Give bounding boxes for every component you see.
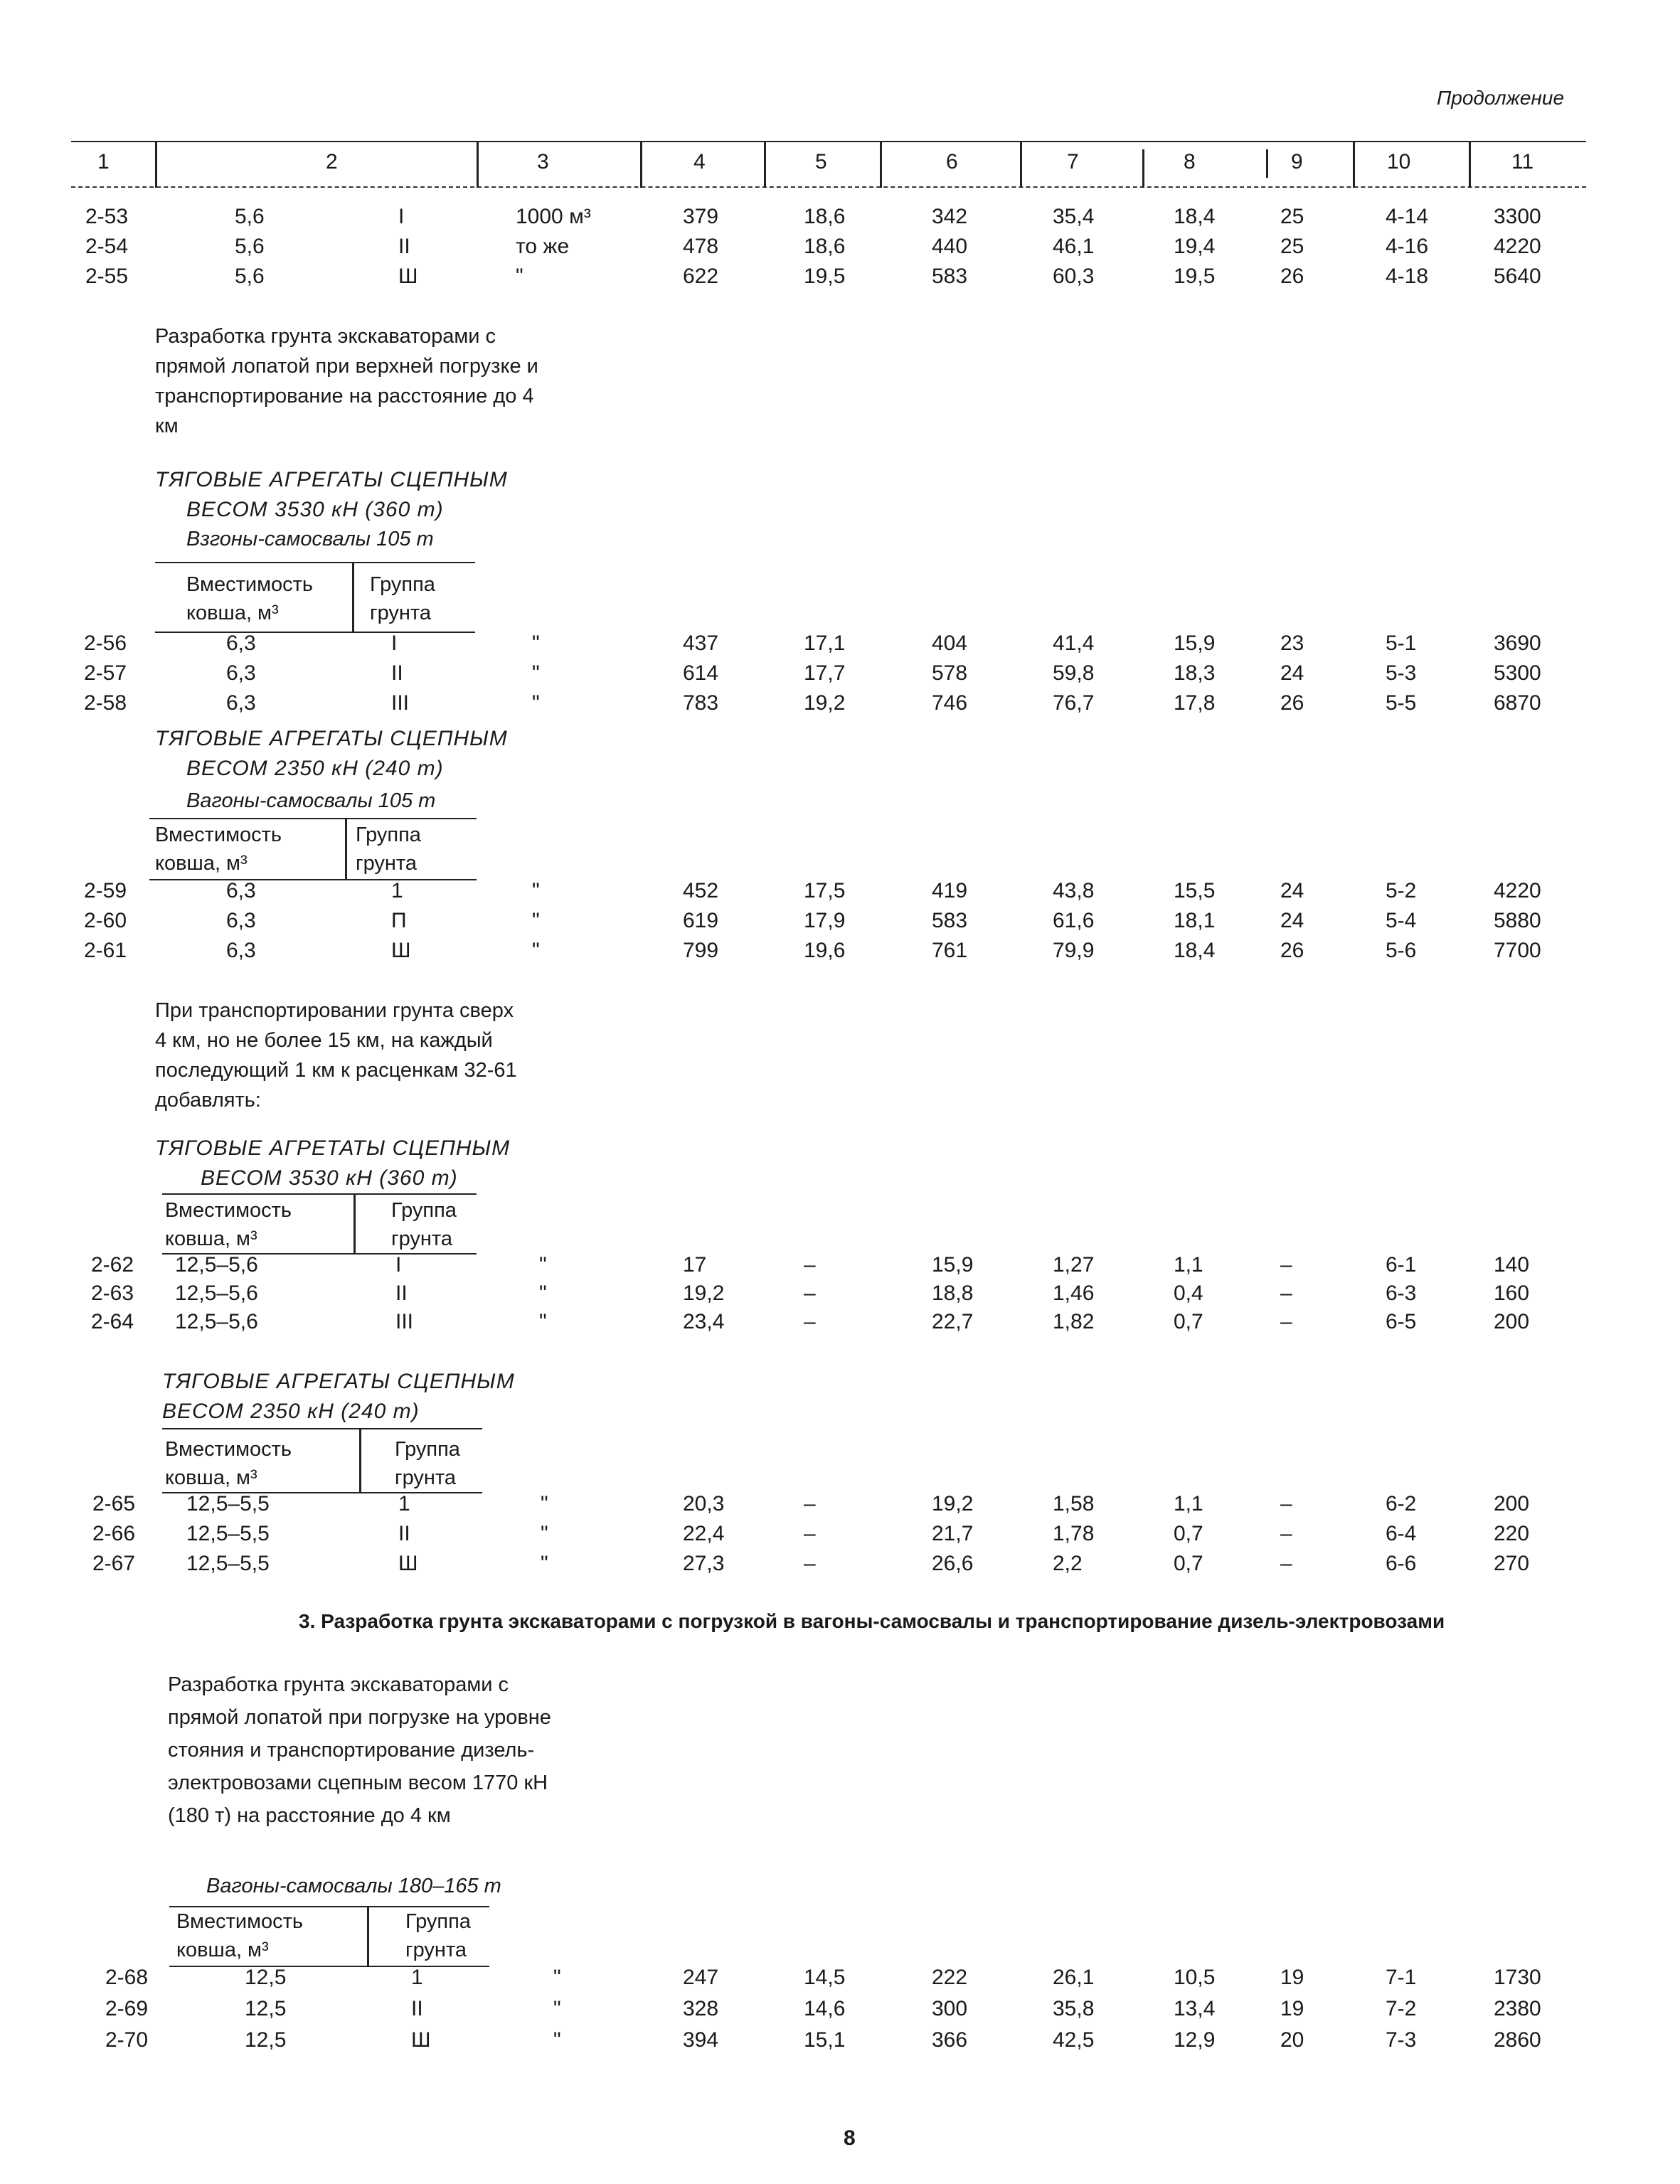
col-header: 3	[537, 150, 549, 174]
cell-c5: –	[804, 1492, 816, 1516]
cell-group: I	[391, 632, 398, 655]
cell-c6: 342	[932, 205, 968, 228]
cell-unit: "	[532, 909, 540, 932]
cell-c4: 328	[683, 1997, 719, 2020]
cell-cap: 12,5	[245, 2028, 287, 2052]
cell-c11: 200	[1494, 1492, 1530, 1516]
cell-c11: 160	[1494, 1282, 1530, 1305]
cell-c6: 583	[932, 265, 968, 288]
sub-header-capacity: Вместимость ковша, м³	[155, 824, 282, 875]
cell-c10: 5-6	[1386, 939, 1417, 962]
sub-header-capacity: Вместимость ковша, м³	[165, 1199, 292, 1250]
description-extra-distance: При транспортировании грунта сверх 4 км, но не более 15 км, на каждый последующий 1 км к расценкам 32-61 добавлять:	[155, 999, 517, 1112]
cell-code: 2-57	[84, 661, 127, 685]
cell-group: II	[395, 1282, 408, 1305]
cell-c10: 4-18	[1386, 265, 1429, 288]
sub-header-rule	[169, 1966, 489, 1967]
cell-c11: 3690	[1494, 632, 1541, 655]
header-divider	[1469, 141, 1471, 188]
page-number: 8	[844, 2126, 856, 2150]
cell-unit: "	[553, 2028, 561, 2052]
cell-c4: 783	[683, 691, 719, 715]
cell-c10: 4-16	[1386, 235, 1429, 258]
sub-header-rule	[155, 562, 475, 563]
cell-c6: 578	[932, 661, 968, 685]
cell-c7: 59,8	[1053, 661, 1095, 685]
cell-c9: –	[1280, 1522, 1292, 1545]
sub-header-group: Группа грунта	[391, 1199, 457, 1250]
cell-unit: "	[532, 939, 540, 962]
cell-c9: 25	[1280, 235, 1304, 258]
block-b-title: ТЯГОВЫЕ АГРЕГАТЫ СЦЕПНЫМ	[155, 468, 508, 491]
cell-c5: 19,6	[804, 939, 846, 962]
cell-c9: 26	[1280, 265, 1304, 288]
cell-c11: 4220	[1494, 235, 1541, 258]
section-3-title: 3. Разработка грунта экскаваторами с погрузкой в вагоны-самосвалы и транспортирование дизель-электровозами	[299, 1610, 1445, 1632]
cell-code: 2-67	[92, 1552, 136, 1575]
cell-c5: –	[804, 1282, 816, 1305]
col-header: 7	[1067, 150, 1079, 174]
cell-c10: 6-3	[1386, 1282, 1417, 1305]
cell-cap: 6,3	[226, 661, 256, 685]
cell-c9: 19	[1280, 1997, 1304, 2020]
cell-c11: 200	[1494, 1310, 1530, 1333]
block-b-title: ВЕСОМ 3530 кН (360 т)	[186, 498, 444, 521]
cell-group: П	[391, 909, 407, 932]
cell-cap: 6,3	[226, 939, 256, 962]
cell-c6: 15,9	[932, 1253, 974, 1277]
cell-c5: 17,1	[804, 632, 846, 655]
cell-unit: "	[541, 1522, 548, 1545]
header-divider	[155, 141, 157, 188]
cell-c8: 18,4	[1174, 205, 1216, 228]
cell-unit: "	[539, 1310, 547, 1333]
cell-c7: 1,58	[1053, 1492, 1095, 1516]
cell-group: II	[398, 235, 410, 258]
block-e-title: ВЕСОМ 2350 кН (240 т)	[162, 1400, 420, 1423]
cell-c4: 247	[683, 1966, 719, 1989]
continuation-label: Продолжение	[1437, 87, 1565, 109]
block-d-title: ТЯГОВЫЕ АГРЕТАТЫ СЦЕПНЫМ	[155, 1136, 511, 1160]
cell-c5: –	[804, 1552, 816, 1575]
cell-c9: –	[1280, 1253, 1292, 1277]
cell-cap: 6,3	[226, 691, 256, 715]
cell-group: 1	[391, 879, 403, 902]
cell-cap: 12,5	[245, 1966, 287, 1989]
cell-c11: 2380	[1494, 1997, 1541, 2020]
cell-c7: 42,5	[1053, 2028, 1095, 2052]
cell-c11: 270	[1494, 1552, 1530, 1575]
cell-c4: 619	[683, 909, 719, 932]
cell-c4: 614	[683, 661, 719, 685]
cell-code: 2-68	[105, 1966, 149, 1989]
cell-unit: то же	[516, 235, 570, 258]
cell-group: 1	[398, 1492, 410, 1516]
sub-header-rule	[149, 818, 477, 819]
cell-c9: 19	[1280, 1966, 1304, 1989]
cell-c6: 21,7	[932, 1522, 974, 1545]
cell-c6: 22,7	[932, 1310, 974, 1333]
cell-code: 2-62	[91, 1253, 134, 1277]
cell-group: I	[395, 1253, 402, 1277]
cell-c10: 6-4	[1386, 1522, 1417, 1545]
sub-header-capacity: Вместимость ковша, м³	[176, 1910, 304, 1961]
cell-code: 2-65	[92, 1492, 136, 1516]
cell-c10: 6-2	[1386, 1492, 1417, 1516]
cell-c4: 437	[683, 632, 719, 655]
sub-header-group: Группа грунта	[405, 1910, 471, 1961]
cell-c5: 18,6	[804, 205, 846, 228]
cell-c7: 1,46	[1053, 1282, 1095, 1305]
cell-c7: 43,8	[1053, 879, 1095, 902]
cell-c8: 15,5	[1174, 879, 1216, 902]
cell-c8: 19,5	[1174, 265, 1216, 288]
cell-c4: 19,2	[683, 1282, 725, 1305]
header-divider	[1020, 141, 1022, 188]
block-c-title: ТЯГОВЫЕ АГРЕГАТЫ СЦЕПНЫМ	[155, 727, 508, 750]
cell-c8: 19,4	[1174, 235, 1216, 258]
cell-group: 1	[411, 1966, 423, 1989]
cell-c7: 26,1	[1053, 1966, 1095, 1989]
cell-c10: 6-6	[1386, 1552, 1417, 1575]
cell-cap: 5,6	[235, 235, 265, 258]
cell-c7: 79,9	[1053, 939, 1095, 962]
cell-c10: 7-3	[1386, 2028, 1417, 2052]
cell-cap: 12,5–5,5	[186, 1522, 270, 1545]
col-header: 5	[815, 150, 827, 174]
cell-c8: 0,7	[1174, 1552, 1203, 1575]
cell-cap: 12,5–5,5	[186, 1552, 270, 1575]
sub-header-rule	[155, 632, 475, 633]
cell-c4: 17	[683, 1253, 707, 1277]
block-c-wagons: Вагоны-самосвалы 105 т	[186, 789, 436, 812]
header-divider	[1266, 149, 1268, 178]
cell-c9: 23	[1280, 632, 1304, 655]
cell-c11: 2860	[1494, 2028, 1541, 2052]
cell-c11: 4220	[1494, 879, 1541, 902]
cell-unit: "	[553, 1966, 561, 1989]
header-divider	[477, 141, 479, 188]
cell-c4: 27,3	[683, 1552, 725, 1575]
cell-c5: 17,7	[804, 661, 846, 685]
cell-c5: 14,5	[804, 1966, 846, 1989]
header-divider	[880, 141, 882, 188]
cell-unit: "	[532, 879, 540, 902]
cell-c5: –	[804, 1253, 816, 1277]
cell-c8: 17,8	[1174, 691, 1216, 715]
header-divider	[1142, 149, 1144, 188]
cell-code: 2-59	[84, 879, 127, 902]
cell-code: 2-61	[84, 939, 127, 962]
cell-c8: 18,3	[1174, 661, 1216, 685]
cell-c6: 404	[932, 632, 968, 655]
cell-cap: 12,5–5,5	[186, 1492, 270, 1516]
sub-header-rule	[162, 1428, 482, 1429]
col-header: 6	[946, 150, 958, 174]
cell-c5: 17,5	[804, 879, 846, 902]
cell-unit: "	[516, 265, 523, 288]
sub-header-capacity: Вместимость ковша, м³	[186, 573, 314, 624]
cell-c8: 1,1	[1174, 1253, 1203, 1277]
header-divider	[640, 141, 642, 188]
cell-c7: 61,6	[1053, 909, 1095, 932]
cell-c7: 2,2	[1053, 1552, 1083, 1575]
block-c-title: ВЕСОМ 2350 кН (240 т)	[186, 757, 444, 780]
cell-cap: 5,6	[235, 205, 265, 228]
cell-cap: 12,5–5,6	[175, 1282, 258, 1305]
cell-c6: 366	[932, 2028, 968, 2052]
cell-cap: 12,5–5,6	[175, 1310, 258, 1333]
block-b-wagons: Взгоны-самосвалы 105 т	[186, 528, 434, 550]
cell-c9: 24	[1280, 879, 1304, 902]
cell-c4: 622	[683, 265, 719, 288]
cell-c4: 379	[683, 205, 719, 228]
cell-c5: 18,6	[804, 235, 846, 258]
cell-cap: 6,3	[226, 879, 256, 902]
cell-c8: 1,1	[1174, 1492, 1203, 1516]
cell-c7: 1,78	[1053, 1522, 1095, 1545]
cell-c10: 7-2	[1386, 1997, 1417, 2020]
cell-code: 2-70	[105, 2028, 149, 2052]
cell-c7: 1,27	[1053, 1253, 1095, 1277]
col-header: 1	[97, 150, 110, 174]
cell-unit: "	[539, 1282, 547, 1305]
cell-c6: 583	[932, 909, 968, 932]
description-upper-loading: Разработка грунта экскаваторами с прямой лопатой при верхней погрузке и транспортирование на расстояние до 4 км	[155, 325, 538, 437]
cell-c10: 5-2	[1386, 879, 1417, 902]
cell-c5: –	[804, 1522, 816, 1545]
cell-c4: 478	[683, 235, 719, 258]
cell-unit: "	[532, 661, 540, 685]
cell-c7: 35,4	[1053, 205, 1095, 228]
cell-group: Ш	[398, 265, 418, 288]
cell-unit: 1000 м³	[516, 205, 591, 228]
cell-c9: –	[1280, 1492, 1292, 1516]
cell-c4: 20,3	[683, 1492, 725, 1516]
cell-c7: 60,3	[1053, 265, 1095, 288]
cell-c11: 1730	[1494, 1966, 1541, 1989]
cell-c8: 0,7	[1174, 1522, 1203, 1545]
cell-cap: 12,5	[245, 1997, 287, 2020]
cell-c5: 17,9	[804, 909, 846, 932]
cell-c7: 46,1	[1053, 235, 1095, 258]
cell-c10: 6-1	[1386, 1253, 1417, 1277]
cell-c10: 5-4	[1386, 909, 1417, 932]
cell-cap: 5,6	[235, 265, 265, 288]
header-bottom-rule	[71, 186, 1586, 188]
cell-c8: 18,4	[1174, 939, 1216, 962]
cell-unit: "	[541, 1492, 548, 1516]
cell-code: 2-54	[85, 235, 129, 258]
cell-c8: 15,9	[1174, 632, 1216, 655]
cell-unit: "	[541, 1552, 548, 1575]
cell-unit: "	[532, 632, 540, 655]
cell-c5: 19,5	[804, 265, 846, 288]
cell-c9: 26	[1280, 939, 1304, 962]
cell-c4: 23,4	[683, 1310, 725, 1333]
cell-group: II	[398, 1522, 410, 1545]
sub-header-divider	[352, 563, 354, 633]
cell-c9: 24	[1280, 909, 1304, 932]
cell-c6: 222	[932, 1966, 968, 1989]
sub-header-divider	[367, 1907, 369, 1967]
cell-code: 2-63	[91, 1282, 134, 1305]
cell-c5: 14,6	[804, 1997, 846, 2020]
cell-c11: 6870	[1494, 691, 1541, 715]
cell-c10: 4-14	[1386, 205, 1429, 228]
cell-group: II	[411, 1997, 423, 2020]
cell-c10: 5-5	[1386, 691, 1417, 715]
cell-c9: 24	[1280, 661, 1304, 685]
cell-c5: –	[804, 1310, 816, 1333]
cell-c4: 22,4	[683, 1522, 725, 1545]
sub-header-group: Группа грунта	[395, 1438, 460, 1489]
description-diesel-transport: Разработка грунта экскаваторами с прямой лопатой при погрузке на уровне стояния и транспортирование дизель-электровозами сцепным весом 1770 кН (180 т) на расстояние до 4 км	[168, 1673, 551, 1827]
cell-code: 2-64	[91, 1310, 134, 1333]
sub-header-group: Группа грунта	[356, 824, 421, 875]
cell-group: Ш	[411, 2028, 431, 2052]
col-header: 4	[693, 150, 706, 174]
cell-c11: 5300	[1494, 661, 1541, 685]
sub-header-capacity: Вместимость ковша, м³	[165, 1438, 292, 1489]
block-d-title: ВЕСОМ 3530 кН (360 т)	[201, 1166, 458, 1190]
cell-c4: 452	[683, 879, 719, 902]
col-header: 11	[1511, 150, 1534, 174]
header-divider	[1353, 141, 1355, 188]
cell-c6: 19,2	[932, 1492, 974, 1516]
cell-c9: –	[1280, 1552, 1292, 1575]
cell-c8: 18,1	[1174, 909, 1216, 932]
cell-cap: 6,3	[226, 909, 256, 932]
cell-code: 2-58	[84, 691, 127, 715]
cell-code: 2-56	[84, 632, 127, 655]
cell-code: 2-53	[85, 205, 129, 228]
cell-c10: 7-1	[1386, 1966, 1417, 1989]
cell-c8: 0,7	[1174, 1310, 1203, 1333]
sub-header-group: Группа грунта	[370, 573, 435, 624]
cell-c8: 13,4	[1174, 1997, 1216, 2020]
cell-c6: 300	[932, 1997, 968, 2020]
cell-c11: 5880	[1494, 909, 1541, 932]
cell-code: 2-55	[85, 265, 129, 288]
block-e-title: ТЯГОВЫЕ АГРЕГАТЫ СЦЕПНЫМ	[162, 1370, 515, 1393]
cell-c8: 10,5	[1174, 1966, 1216, 1989]
cell-c11: 140	[1494, 1253, 1530, 1277]
cell-c7: 35,8	[1053, 1997, 1095, 2020]
cell-unit: "	[553, 1997, 561, 2020]
cell-c5: 15,1	[804, 2028, 846, 2052]
sub-header-divider	[359, 1429, 361, 1493]
cell-c11: 5640	[1494, 265, 1541, 288]
cell-c8: 0,4	[1174, 1282, 1203, 1305]
cell-c11: 7700	[1494, 939, 1541, 962]
sub-header-rule	[149, 879, 477, 880]
cell-c10: 6-5	[1386, 1310, 1417, 1333]
sub-header-rule	[162, 1193, 477, 1195]
cell-c8: 12,9	[1174, 2028, 1216, 2052]
cell-c6: 746	[932, 691, 968, 715]
cell-c9: 26	[1280, 691, 1304, 715]
header-divider	[764, 141, 766, 188]
cell-c6: 761	[932, 939, 968, 962]
cell-group: II	[391, 661, 403, 685]
header-top-rule	[71, 141, 1586, 142]
cell-c4: 799	[683, 939, 719, 962]
cell-code: 2-60	[84, 909, 127, 932]
cell-c6: 440	[932, 235, 968, 258]
cell-c11: 3300	[1494, 205, 1541, 228]
col-header: 10	[1387, 150, 1411, 174]
cell-c5: 19,2	[804, 691, 846, 715]
cell-c6: 419	[932, 879, 968, 902]
cell-group: I	[398, 205, 405, 228]
cell-group: III	[395, 1310, 414, 1333]
cell-c7: 1,82	[1053, 1310, 1095, 1333]
cell-code: 2-66	[92, 1522, 136, 1545]
cell-c10: 5-3	[1386, 661, 1417, 685]
cell-c7: 76,7	[1053, 691, 1095, 715]
cell-c6: 18,8	[932, 1282, 974, 1305]
cell-code: 2-69	[105, 1997, 149, 2020]
cell-c9: –	[1280, 1310, 1292, 1333]
cell-cap: 6,3	[226, 632, 256, 655]
cell-group: Ш	[391, 939, 411, 962]
sub-header-divider	[345, 819, 347, 880]
sub-header-divider	[353, 1195, 356, 1255]
cell-unit: "	[532, 691, 540, 715]
cell-c7: 41,4	[1053, 632, 1095, 655]
cell-c9: –	[1280, 1282, 1292, 1305]
cell-c10: 5-1	[1386, 632, 1417, 655]
cell-c4: 394	[683, 2028, 719, 2052]
cell-c6: 26,6	[932, 1552, 974, 1575]
cell-unit: "	[539, 1253, 547, 1277]
col-header: 8	[1184, 150, 1196, 174]
cell-c9: 25	[1280, 205, 1304, 228]
cell-c11: 220	[1494, 1522, 1530, 1545]
col-header: 9	[1291, 150, 1303, 174]
col-header: 2	[326, 150, 338, 174]
cell-c9: 20	[1280, 2028, 1304, 2052]
block-f-wagons: Вагоны-самосвалы 180–165 т	[206, 1875, 501, 1897]
cell-group: III	[391, 691, 410, 715]
cell-group: Ш	[398, 1552, 418, 1575]
cell-cap: 12,5–5,6	[175, 1253, 258, 1277]
